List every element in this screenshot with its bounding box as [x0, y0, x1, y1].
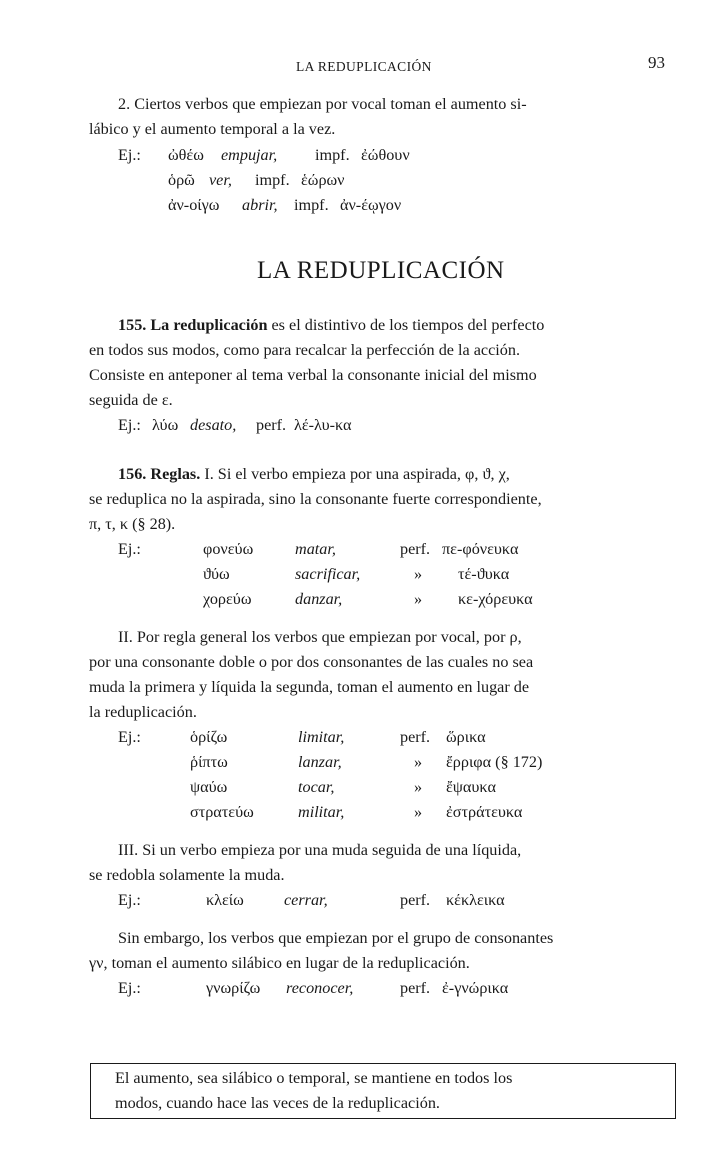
greek-form: ἔρριφα (§ 172): [446, 753, 543, 771]
greek-verb: φονεύω: [203, 540, 254, 558]
gloss: reconocer,: [286, 979, 354, 997]
s155-text: es el distintivo de los tiempos del perfecto: [271, 316, 545, 334]
ditto-mark: »: [414, 803, 423, 821]
perf-label: perf.: [400, 979, 431, 997]
ej-label: Ej.:: [118, 979, 141, 997]
p2-example-row: [118, 168, 678, 194]
greek-form: τέ-ϑυκα: [458, 565, 510, 583]
greek-verb: στρατεύω: [190, 803, 254, 821]
impf-label: impf.: [315, 146, 350, 164]
s156-II-example-row: [118, 775, 678, 801]
gloss: danzar,: [295, 590, 343, 608]
p2-example-row: [118, 143, 678, 169]
greek-form: κε-χόρευκα: [458, 590, 533, 608]
s156-I-line-3: π, τ, κ (§ 28).: [89, 515, 176, 533]
s156-I-example-row: [118, 537, 678, 563]
greek-form: λέ-λυ-κα: [294, 416, 352, 434]
gloss: abrir,: [242, 196, 278, 214]
gloss: lanzar,: [298, 753, 342, 771]
greek-verb: χορεύω: [203, 590, 252, 608]
ditto-mark: »: [414, 565, 423, 583]
greek-form: ὥρικα: [446, 728, 486, 746]
greek-verb: ϑύω: [203, 565, 230, 583]
impf-label: impf.: [294, 196, 329, 214]
ej-label: Ej.:: [118, 416, 141, 434]
s156-I-line-2: se reduplica no la aspirada, sino la consonante fuerte correspondiente,: [89, 490, 542, 508]
note-box: [90, 1063, 676, 1119]
perf-label: perf.: [400, 728, 431, 746]
perf-label: perf.: [256, 416, 287, 434]
perf-label: perf.: [400, 540, 431, 558]
greek-verb: λύω: [152, 416, 179, 434]
ditto-mark: »: [414, 753, 423, 771]
ditto-mark: »: [414, 590, 423, 608]
s156-III-line-2: se redobla solamente la muda.: [89, 866, 285, 884]
greek-form: ἐώθουν: [361, 146, 410, 164]
gloss: militar,: [298, 803, 345, 821]
gloss: limitar,: [298, 728, 345, 746]
gloss: desato,: [190, 416, 237, 434]
perf-label: perf.: [400, 891, 431, 909]
greek-verb: ὠθέω: [168, 146, 204, 164]
s156-II-line-4: la reduplicación.: [89, 703, 197, 721]
s156-III-line-1: III. Si un verbo empieza por una muda seguida de una líquida,: [118, 841, 522, 859]
s156-II-line-2: por una consonante doble o por dos consonantes de las cuales no sea: [89, 653, 534, 671]
greek-verb: ὁρίζω: [190, 728, 228, 746]
p2-example-row: [118, 193, 678, 219]
gloss: matar,: [295, 540, 336, 558]
s156-II-line-3: muda la primera y líquida la segunda, toman el aumento en lugar de: [89, 678, 530, 696]
s156-I-example-row: [118, 587, 678, 613]
ej-label: Ej.:: [118, 540, 141, 558]
greek-form: κέκλεικα: [446, 891, 505, 909]
s156-I-example-row: [118, 562, 678, 588]
s155-example-row: [118, 413, 678, 439]
greek-verb: ψαύω: [190, 778, 228, 796]
greek-verb: ῥίπτω: [190, 753, 228, 771]
s155-line-3: Consiste en anteponer al tema verbal la consonante inicial del mismo: [89, 366, 537, 384]
s155-line-2: en todos sus modos, como para recalcar la perfección de la acción.: [89, 341, 521, 359]
p2-line-1: 2. Ciertos verbos que empiezan por vocal toman el aumento si-: [118, 95, 527, 113]
greek-verb: ἀν-οίγω: [168, 196, 220, 214]
section-number: 155.: [118, 316, 147, 334]
s155-line-1: [118, 313, 544, 339]
gn-line-2: γν, toman el aumento silábico en lugar de la reduplicación.: [89, 954, 470, 972]
s156-II-example-row: [118, 800, 678, 826]
greek-form: ἀν-έῳγον: [340, 196, 402, 214]
ej-label: Ej.:: [118, 891, 141, 909]
greek-form: ἐ-γνώρικα: [442, 979, 509, 997]
gloss: ver,: [209, 171, 232, 189]
gloss: empujar,: [221, 146, 278, 164]
s155-line-4: seguida de ε.: [89, 391, 173, 409]
gloss: tocar,: [298, 778, 335, 796]
s156-III-example-row: [118, 888, 678, 914]
term: La reduplicación: [150, 316, 268, 334]
p2-line-2: lábico y el aumento temporal a la vez.: [89, 120, 336, 138]
s156-II-example-row: [118, 750, 678, 776]
s156-I-text: I. Si el verbo empieza por una aspirada, φ, ϑ, χ,: [204, 465, 510, 483]
ej-label: Ej.:: [118, 728, 141, 746]
s156-II-line-1: II. Por regla general los verbos que empiezan por vocal, por ρ,: [118, 628, 522, 646]
note-line-2: modos, cuando hace las veces de la reduplicación.: [115, 1094, 440, 1112]
gloss: sacrificar,: [295, 565, 361, 583]
greek-verb: κλείω: [206, 891, 244, 909]
impf-label: impf.: [255, 171, 290, 189]
gloss: cerrar,: [284, 891, 328, 909]
running-header-title: LA REDUPLICACIÓN: [296, 59, 432, 74]
note-line-1: El aumento, sea silábico o temporal, se mantiene en todos los: [115, 1069, 513, 1087]
term: Reglas.: [150, 465, 201, 483]
greek-verb: γνωρίζω: [206, 979, 261, 997]
page-number: 93: [648, 53, 665, 72]
gn-line-1: Sin embargo, los verbos que empiezan por el grupo de consonantes: [118, 929, 554, 947]
ej-label: Ej.:: [118, 146, 141, 164]
greek-form: ἐστράτευκα: [446, 803, 523, 821]
greek-verb: ὁρῶ: [168, 171, 195, 189]
gn-example-row: [118, 976, 678, 1002]
ditto-mark: »: [414, 778, 423, 796]
greek-form: πε-φόνευκα: [442, 540, 519, 558]
greek-form: ἔψαυκα: [446, 778, 496, 796]
section-number: 156.: [118, 465, 147, 483]
s156-line-1: [118, 462, 510, 488]
s156-II-example-row: [118, 725, 678, 751]
greek-form: ἑώρων: [301, 171, 345, 189]
section-title: LA REDUPLICACIÓN: [257, 257, 505, 284]
